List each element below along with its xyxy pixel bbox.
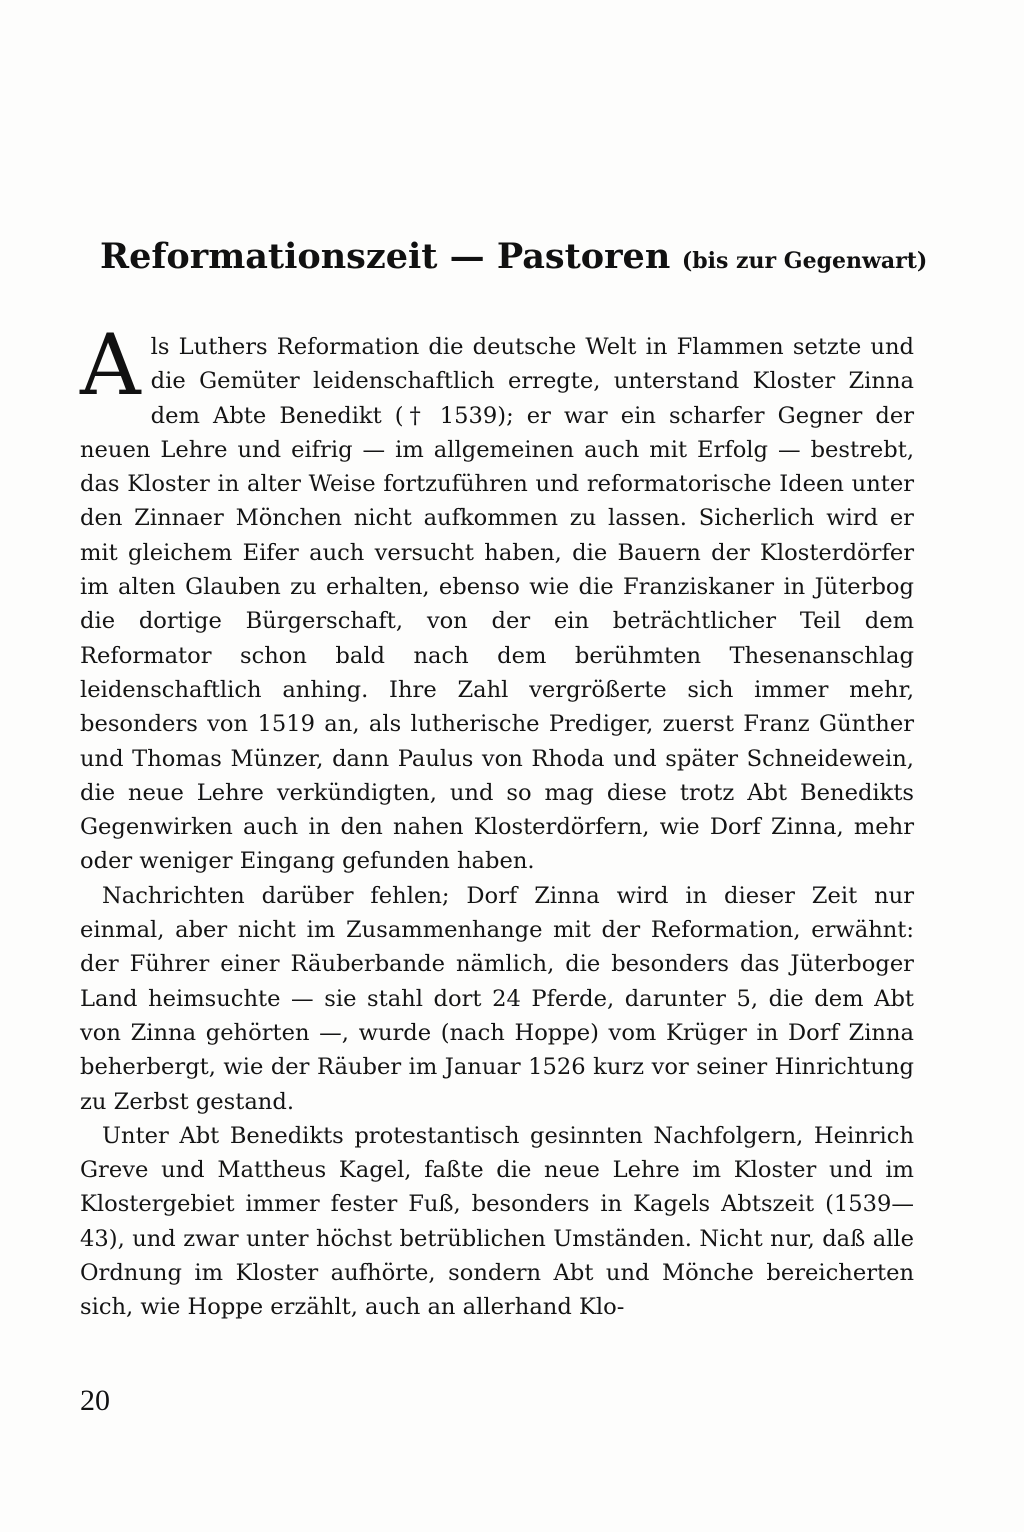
- paragraph: Nachrichten darüber fehlen; Dorf Zinna wird in dieser Zeit nur einmal, aber nicht im Zusammenhange mit der Reformation, erwähnt: der Führer einer Räuberbande nämlich, die besonders das Jüterboger Land heimsuchte — sie stahl dort 24 Pferde, darunter 5, die dem Abt von Zinna gehörten —, wurde (nach Hoppe) vom Krüger in Dorf Zinna beherbergt, wie der Räuber im Januar 1526 kurz vor seiner Hinrichtung zu Zerbst gestand.: [80, 882, 914, 1115]
- chapter-heading: [100, 236, 928, 277]
- paragraph: Unter Abt Benedikts protestantisch gesinnten Nachfolgern, Heinrich Greve und Mattheus Kagel, faßte die neue Lehre im Kloster und im Klostergebiet immer fester Fuß, besonders in Kagels Abtszeit (1539—43), und zwar unter höchst betrüblichen Umständen. Nicht nur, daß alle Ordnung im Kloster aufhörte, sondern Abt und Mönche bereicherten sich, wie Hoppe erzählt, auch an allerhand Klo-: [80, 1122, 914, 1321]
- page-number: 20: [80, 1384, 110, 1417]
- drop-cap: A: [80, 316, 141, 414]
- paragraph-text: ls Luthers Reformation die deutsche Welt in Flammen setzte und die Gemüter leidenschaftlich erregte, unterstand Kloster Zinna dem Abte Benedikt († 1539); er war ein scharfer Gegner der neuen Lehre und eifrig — im allgemeinen auch mit Erfolg — bestrebt, das Kloster in alter Weise fortzuführen und reformatorische Ideen unter den Zinnaer Mönchen nicht aufkommen zu lassen. Sicherlich wird er mit gleichem Eifer auch versucht haben, die Bauern der Klosterdörfer im alten Glauben zu erhalten, ebenso wie die Franziskaner in Jüterbog die dortige Bürgerschaft, von der ein beträchtlicher Teil dem Reformator schon bald nach dem berühmten Thesenanschlag leidenschaftlich anhing. Ihre Zahl vergrößerte sich immer mehr, besonders von 1519 an, als lutherische Prediger, zuerst Franz Günther und Thomas Münzer, dann Paulus von Rhoda und später Schneidewein, die neue Lehre verkündigten, und so mag diese trotz Abt Benedikts Gegenwirken auch in den nahen Klosterdörfern, wie Dorf Zinna, mehr oder weniger Eingang gefunden haben.: [80, 334, 914, 875]
- chapter-title: Reformationszeit — Pastoren: [100, 236, 671, 277]
- paragraph: [80, 316, 914, 879]
- chapter-subtitle: (bis zur Gegenwart): [681, 248, 928, 274]
- body-text: [80, 316, 914, 1325]
